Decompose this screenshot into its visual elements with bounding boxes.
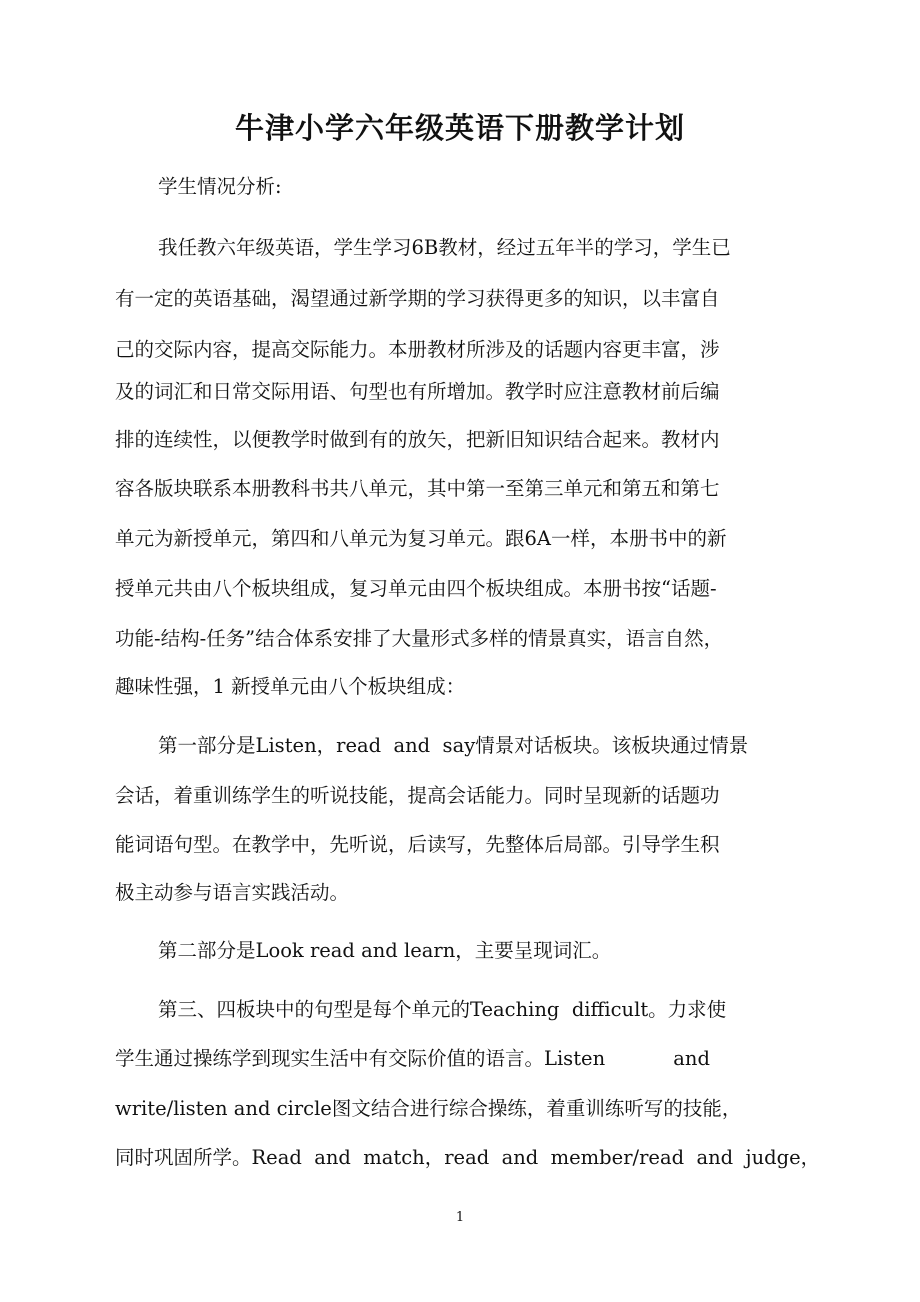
paragraph-line: 同时巩固所学。Read and match，read and member/read and judge，	[115, 1146, 821, 1169]
paragraph-line: 功能-结构-任务”结合体系安排了大量形式多样的情景真实，语言自然，	[115, 627, 724, 650]
paragraph-line: 有一定的英语基础，渴望通过新学期的学习获得更多的知识，以丰富自	[115, 287, 720, 310]
paragraph-line: 第二部分是Look read and learn，主要呈现词汇。	[158, 939, 612, 962]
paragraph-line: write/listen and circle图文结合进行综合操练，着重训练听写的技能，	[115, 1097, 742, 1120]
paragraph-line: 学生通过操练学到现实生活中有交际价值的语言。Listen and	[115, 1047, 710, 1070]
paragraph-line: 能词语句型。在教学中，先听说，后读写，先整体后局部。引导学生积	[115, 833, 720, 856]
paragraph-line: 排的连续性，以便教学时做到有的放矢，把新旧知识结合起来。教材内	[115, 428, 720, 451]
paragraph-line: 单元为新授单元，第四和八单元为复习单元。跟6A一样，本册书中的新	[115, 527, 727, 550]
paragraph-line: 容各版块联系本册教科书共八单元，其中第一至第三单元和第五和第七	[115, 477, 720, 500]
paragraph-line: 授单元共由八个板块组成，复习单元由四个板块组成。本册书按“话题-	[115, 577, 717, 600]
paragraph-line: 趣味性强，1 新授单元由八个板块组成：	[115, 675, 466, 698]
paragraph-line: 极主动参与语言实践活动。	[115, 881, 350, 904]
paragraph-line: 我任教六年级英语，学生学习6B教材，经过五年半的学习，学生已	[158, 236, 731, 259]
paragraph-line: 及的词汇和日常交际用语、句型也有所增加。教学时应注意教材前后编	[115, 380, 720, 403]
document-title: 牛津小学六年级英语下册教学计划	[234, 111, 685, 145]
paragraph-line: 己的交际内容，提高交际能力。本册教材所涉及的话题内容更丰富，涉	[115, 338, 720, 361]
page-number: 1	[455, 1210, 465, 1225]
paragraph-line: 会话，着重训练学生的听说技能，提高会话能力。同时呈现新的话题功	[115, 784, 720, 807]
paragraph-line: 第一部分是Listen，read and say情景对话板块。该板块通过情景	[158, 734, 749, 757]
paragraph-line: 第三、四板块中的句型是每个单元的Teaching difficult。力求使	[158, 998, 727, 1021]
section-heading: 学生情况分析:	[158, 175, 282, 198]
